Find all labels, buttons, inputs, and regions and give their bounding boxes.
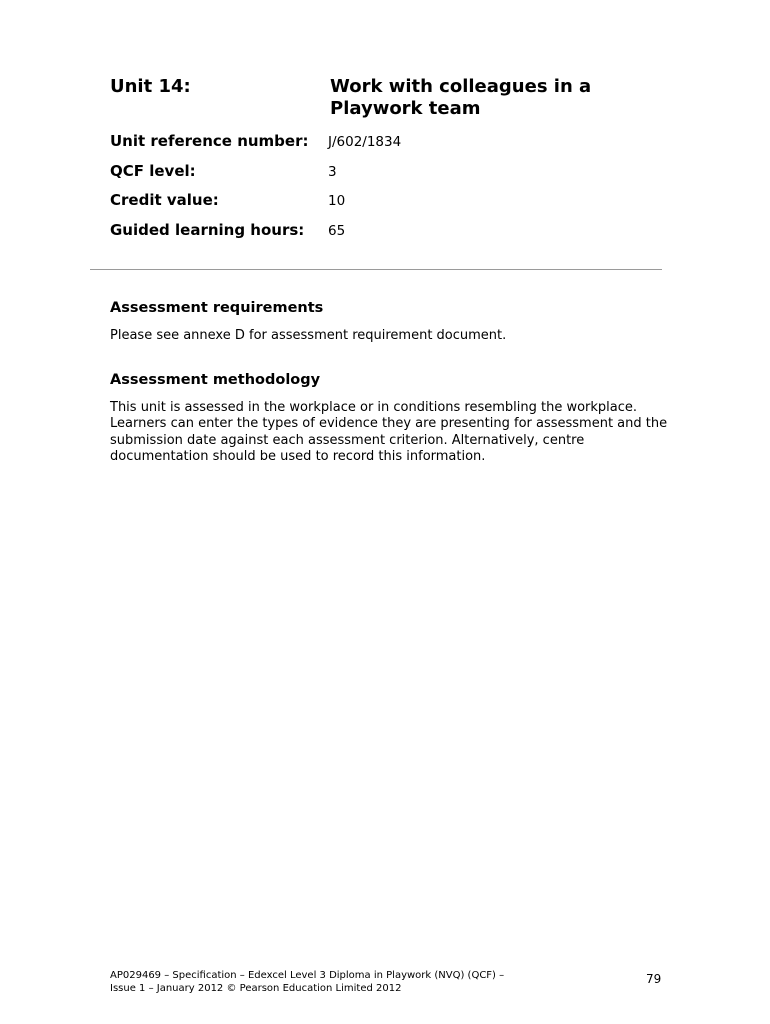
meta-value: 65: [328, 222, 346, 239]
assessment-requirements-body: Please see annexe D for assessment requirement document.: [110, 328, 507, 343]
unit-number: Unit 14:: [110, 76, 191, 97]
page-number: 79: [646, 972, 662, 986]
assessment-methodology-section: [110, 370, 670, 465]
meta-value: 10: [328, 193, 346, 209]
meta-row-guided-hours: [110, 219, 630, 249]
meta-value: J/602/1834: [328, 134, 402, 150]
assessment-methodology-body: This unit is assessed in the workplace or in conditions resembling the workplace. Learners can enter the types of evidence they are presenting for assessment and the submission date against each assessment criterion. Alternatively, centre documentation should be used to record this information.: [110, 400, 668, 464]
meta-label: Credit value:: [110, 191, 219, 209]
meta-label: Unit reference number:: [110, 132, 309, 150]
assessment-requirements-heading: Assessment requirements: [110, 300, 324, 316]
footer-line-1: AP029469 – Specification – Edexcel Level 3 Diploma in Playwork (NVQ) (QCF) –: [110, 970, 505, 981]
assessment-requirements-section: [110, 298, 670, 344]
meta-row-reference: [110, 130, 630, 160]
unit-header: [110, 76, 670, 126]
page-footer: [110, 969, 660, 995]
meta-row-credit-value: [110, 189, 630, 219]
section-divider: [90, 269, 662, 270]
assessment-methodology-heading: Assessment methodology: [110, 372, 321, 388]
meta-row-qcf-level: [110, 160, 630, 190]
meta-value: 3: [328, 163, 337, 180]
unit-title: Work with colleagues in a Playwork team: [330, 76, 592, 119]
unit-metadata: [110, 130, 630, 248]
meta-label: QCF level:: [110, 161, 196, 180]
footer-line-2: Issue 1 – January 2012 © Pearson Education Limited 2012: [110, 983, 402, 994]
meta-label: Guided learning hours:: [110, 220, 305, 239]
